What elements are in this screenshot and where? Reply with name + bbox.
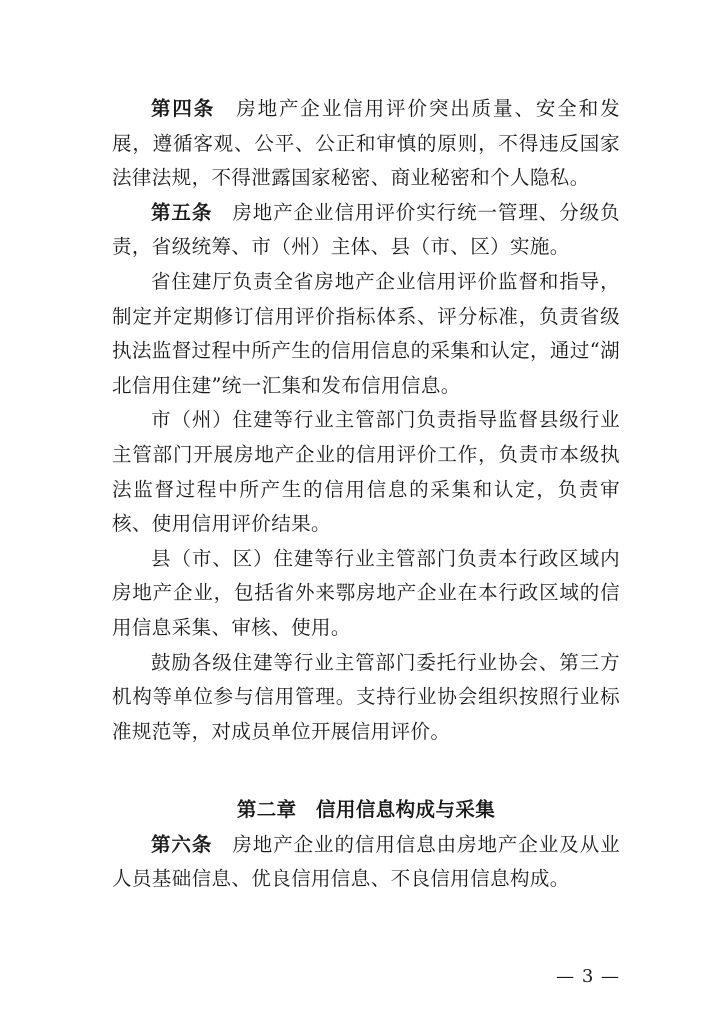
article-5-paragraph-4: 县（市、区）住建等行业主管部门负责本行政区域内房地产企业，包括省外来鄂房地产企业在本行政区域的信用信息采集、审核、使用。 xyxy=(112,546,620,639)
article-5-label: 第五条 xyxy=(151,200,213,224)
article-5-paragraph-5: 鼓励各级住建等行业主管部门委托行业协会、第三方机构等单位参与信用管理。支持行业协会组织按照行业标准规范等，对成员单位开展信用评价。 xyxy=(112,650,620,743)
article-6 xyxy=(112,828,620,897)
article-5-text: 房地产企业信用评价实行统一管理、分级负责，省级统筹、市（州）主体、县（市、区）实施。 xyxy=(112,200,620,259)
chapter-heading xyxy=(112,793,620,828)
article-6-text: 房地产企业的信用信息由房地产企业及从业人员基础信息、优良信用信息、不良信用信息构成。 xyxy=(112,832,620,891)
article-4 xyxy=(112,92,620,196)
article-5-paragraph-2: 省住建厅负责全省房地产企业信用评价监督和指导，制定并定期修订信用评价指标体系、评分标准，负责省级执法监督过程中所产生的信用信息的采集和认定，通过“湖北信用住建”统一汇集和发布信用信息。 xyxy=(112,269,620,397)
page-number: — 3 — xyxy=(556,966,620,987)
article-5 xyxy=(112,196,620,265)
chapter-number: 第二章 xyxy=(236,798,297,822)
article-6-label: 第六条 xyxy=(151,832,213,856)
article-4-label: 第四条 xyxy=(151,97,216,120)
body-text xyxy=(112,92,620,897)
article-5-paragraph-3: 市（州）住建等行业主管部门负责指导监督县级行业主管部门开展房地产企业的信用评价工作，负责市本级执法监督过程中所产生的信用信息的采集和认定，负责审核、使用信用评价结果。 xyxy=(112,408,620,536)
article-4-text: 房地产企业信用评价突出质量、安全和发展，遵循客观、公平、公正和审慎的原则，不得违反国家法律法规，不得泄露国家秘密、商业秘密和个人隐私。 xyxy=(112,97,620,190)
chapter-title: 信用信息构成与采集 xyxy=(316,798,496,822)
